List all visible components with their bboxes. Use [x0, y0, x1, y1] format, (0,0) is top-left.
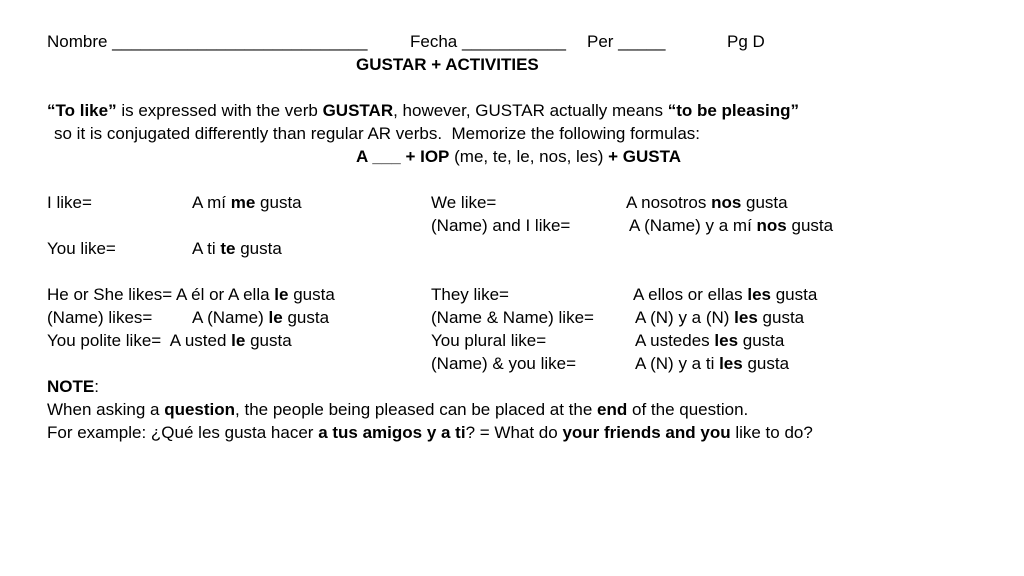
he-she-likes: He or She likes= A él or A ella le gusta — [47, 285, 335, 304]
intro-line-1: “To like” is expressed with the verb GUSTAR, however, GUSTAR actually means “to be pleasing” — [47, 101, 800, 120]
you-like-spanish: A ti te gusta — [192, 239, 282, 258]
we-like-label: We like= — [431, 193, 497, 212]
name-likes-label: (Name) likes= — [47, 308, 153, 327]
formula-line: A ___ + IOP (me, te, le, nos, les) + GUSTA — [356, 147, 682, 166]
you-polite-like: You polite like= A usted le gusta — [47, 331, 292, 350]
i-like-label: I like= — [47, 193, 92, 212]
fecha-field: Fecha ___________ — [410, 32, 566, 51]
name-and-i-like-label: (Name) and I like= — [431, 216, 571, 235]
note-line-2: For example: ¿Qué les gusta hacer a tus amigos y a ti? = What do your friends and you like to do? — [47, 423, 813, 442]
name-and-i-like-spanish: A (Name) y a mí nos gusta — [629, 216, 834, 235]
page-title: GUSTAR + ACTIVITIES — [356, 55, 539, 74]
name-and-you-like-label: (Name) & you like= — [431, 354, 577, 373]
note-heading: NOTE: — [47, 377, 99, 396]
note-line-1: When asking a question, the people being pleased can be placed at the end of the question. — [47, 400, 749, 419]
name-likes-spanish: A (Name) le gusta — [192, 308, 330, 327]
we-like-spanish: A nosotros nos gusta — [626, 193, 788, 212]
nombre-field: Nombre ___________________________ — [47, 32, 368, 51]
i-like-spanish: A mí me gusta — [192, 193, 302, 212]
per-field: Per _____ — [587, 32, 666, 51]
you-like-label: You like= — [47, 239, 116, 258]
name-and-you-like-spanish: A (N) y a ti les gusta — [635, 354, 790, 373]
you-plural-like-label: You plural like= — [431, 331, 547, 350]
page-label: Pg D — [727, 32, 765, 51]
name-name-like-spanish: A (N) y a (N) les gusta — [635, 308, 805, 327]
they-like-spanish: A ellos or ellas les gusta — [633, 285, 818, 304]
they-like-label: They like= — [431, 285, 509, 304]
name-name-like-label: (Name & Name) like= — [431, 308, 594, 327]
you-plural-like-spanish: A ustedes les gusta — [635, 331, 785, 350]
intro-line-2: so it is conjugated differently than regular AR verbs. Memorize the following formulas: — [54, 124, 700, 143]
